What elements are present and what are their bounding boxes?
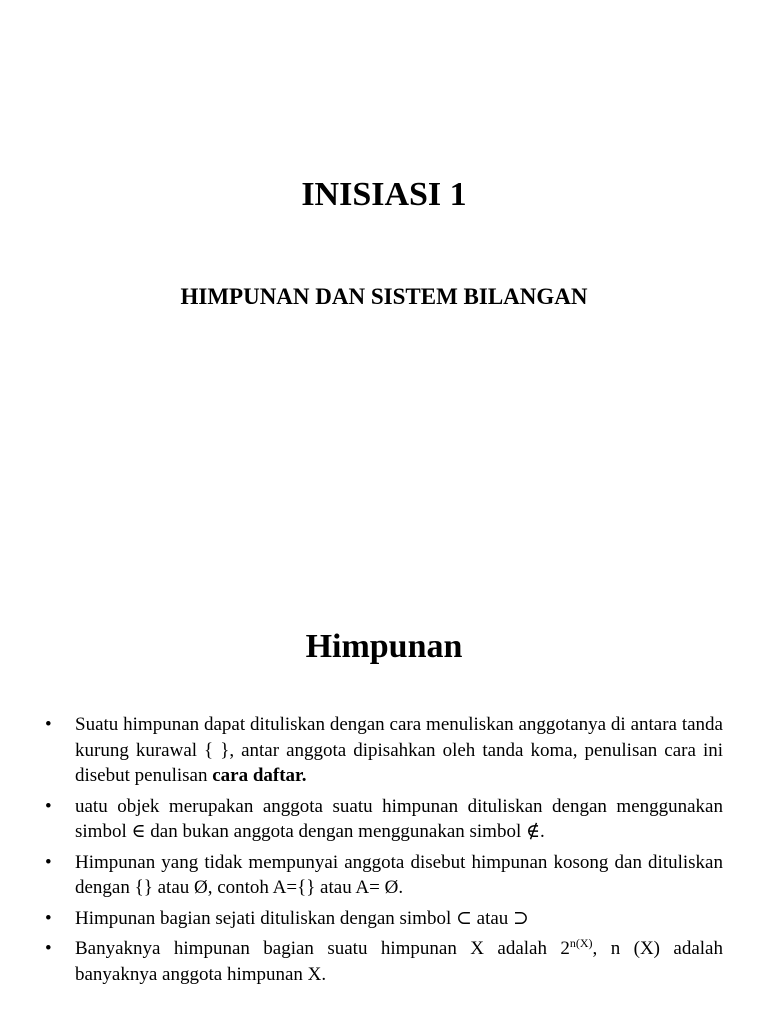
bullet-text: Himpunan bagian sejati dituliskan dengan simbol ⊂ atau ⊃ [75,907,529,929]
list-item [45,712,723,789]
bullet-icon: • [45,938,52,959]
bullet-icon: • [45,714,52,735]
list-item [45,936,723,987]
bullet-icon: • [45,851,52,873]
bullet-text: uatu objek merupakan anggota suatu himpunan dituliskan dengan menggunakan simbol ∈ dan bukan anggota dengan menggunakan simbol ∉. [75,795,723,842]
superscript: n(X) [569,936,593,950]
bullet-icon: • [45,795,52,817]
main-title: INISIASI 1 [301,176,467,213]
bullet-list [45,712,723,992]
list-item [45,794,723,845]
bullet-text: Banyaknya himpunan bagian suatu himpunan X adalah 2 [75,938,570,959]
bullet-bold-text: cara daftar. [212,765,307,786]
bullet-icon: • [45,907,52,929]
subtitle: HIMPUNAN DAN SISTEM BILANGAN [180,284,588,309]
slide-himpunan [0,512,768,1024]
bullet-text: Himpunan yang tidak mempunyai anggota disebut himpunan kosong dan dituliskan dengan {} atau Ø, contoh A={} atau A= Ø. [75,851,723,898]
list-item [45,850,723,901]
section-title: Himpunan [305,628,463,665]
list-item [45,906,723,932]
bullet-text: , n (X) adalah banyaknya anggota himpunan X. [75,938,723,985]
bullet-text: Suatu himpunan dapat dituliskan dengan cara menuliskan anggotanya di antara tanda kurung kurawal { }, antar anggota dipisahkan oleh tanda koma, penulisan cara ini disebut penulisan [75,714,723,786]
